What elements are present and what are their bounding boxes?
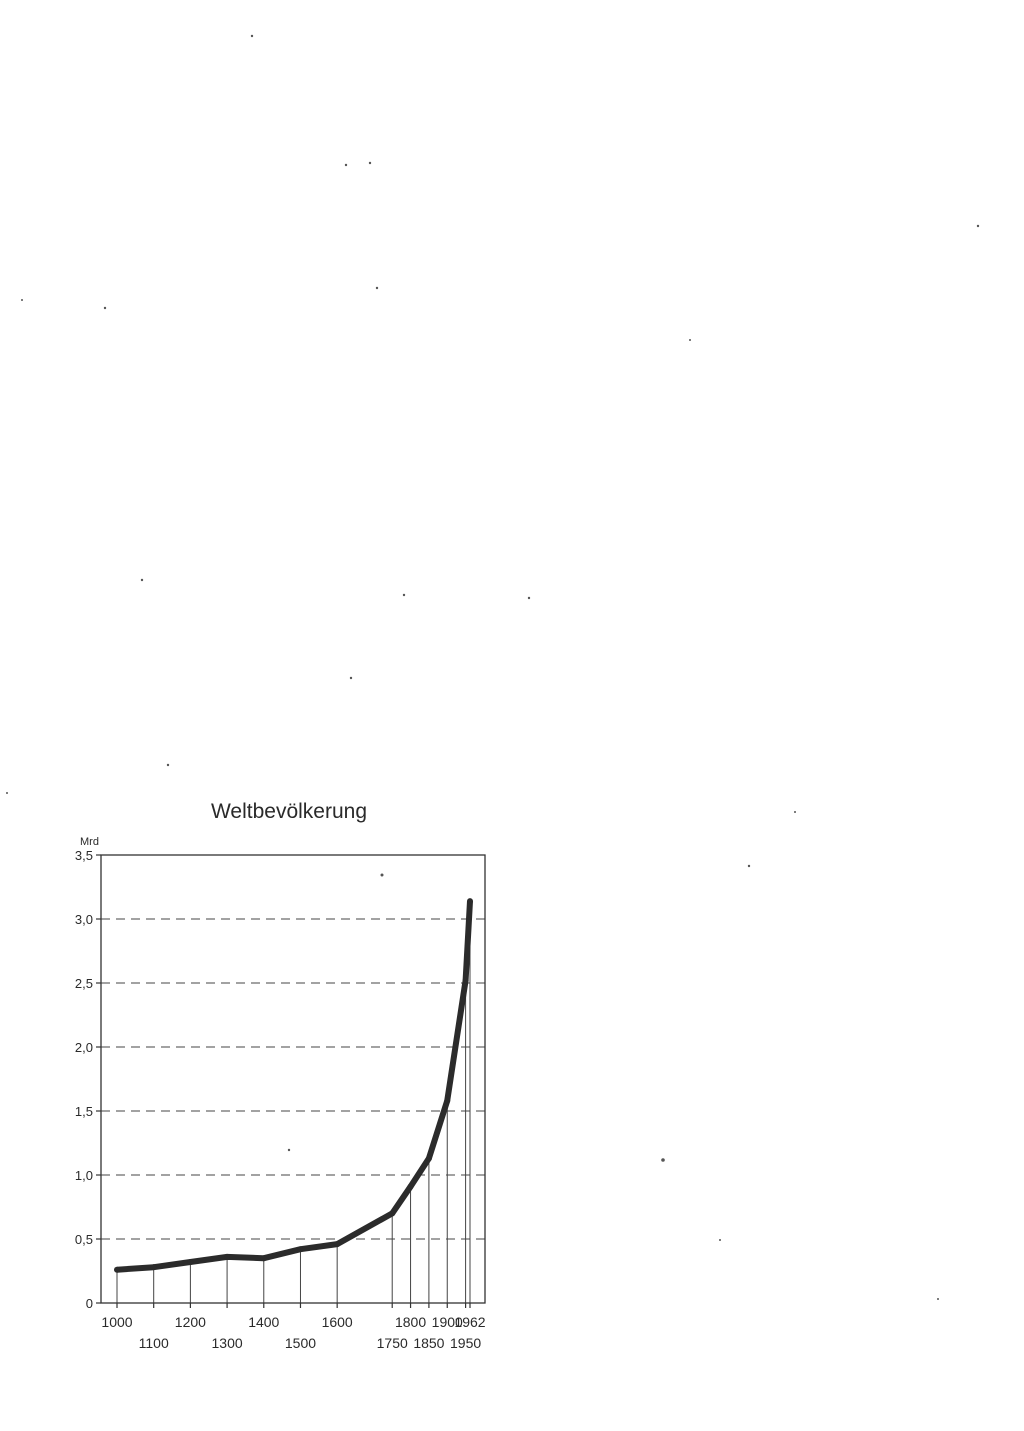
y-tick-label: 0,5 — [74, 1232, 93, 1247]
paper-speck — [528, 597, 530, 599]
plot-frame — [101, 855, 485, 1303]
paper-speck — [689, 339, 691, 341]
x-tick-label: 1800 — [394, 1314, 427, 1330]
paper-speck — [21, 299, 23, 301]
data-point — [389, 1210, 395, 1216]
x-tick-label: 1962 — [454, 1314, 486, 1330]
x-axis — [101, 1303, 485, 1351]
data-point — [408, 1184, 414, 1190]
paper-speck — [403, 594, 405, 596]
paper-speck — [376, 287, 378, 289]
x-tick-label: 1500 — [284, 1335, 317, 1351]
paper-speck — [167, 764, 169, 766]
data-point — [261, 1255, 267, 1261]
paper-speck — [937, 1298, 939, 1300]
y-tick-label: 3,0 — [74, 912, 93, 927]
data-point — [297, 1246, 303, 1252]
x-tick-label: 1100 — [138, 1335, 169, 1351]
paper-speck — [350, 677, 352, 679]
paper-speck — [369, 162, 371, 164]
data-point — [224, 1254, 230, 1260]
paper-specks — [6, 35, 979, 1300]
x-tick-label: 1750 — [376, 1335, 408, 1351]
data-point — [334, 1241, 340, 1247]
x-tick-label: 1600 — [321, 1314, 353, 1330]
y-axis-unit-label: Mrd — [80, 836, 99, 848]
series-layer — [114, 898, 473, 1273]
paper-speck — [251, 35, 253, 37]
data-point — [444, 1098, 450, 1104]
x-tick-label: 1300 — [211, 1335, 243, 1351]
data-point — [114, 1267, 120, 1273]
x-tick-label: 1000 — [101, 1314, 133, 1330]
paper-speck — [104, 307, 106, 309]
chart-title: Weltbevölkerung — [210, 800, 368, 823]
y-tick-label: 1,0 — [74, 1168, 93, 1183]
paper-speck — [794, 811, 796, 813]
grid-lines — [101, 919, 485, 1239]
x-tick-label: 1950 — [450, 1335, 482, 1351]
y-tick-label: 2,5 — [74, 976, 93, 991]
y-tick-label: 0 — [85, 1296, 93, 1311]
data-point — [426, 1155, 432, 1161]
y-tick-label: 3,5 — [74, 848, 93, 863]
y-axis — [75, 848, 101, 1311]
series-line — [117, 901, 470, 1270]
paper-speck — [977, 225, 979, 227]
paper-speck — [719, 1239, 721, 1241]
drop-lines — [117, 901, 470, 1303]
y-tick-label: 1,5 — [74, 1104, 93, 1119]
x-tick-label: 1200 — [174, 1314, 206, 1330]
paper-speck — [748, 865, 750, 867]
data-point — [151, 1264, 157, 1270]
paper-speck — [6, 792, 8, 794]
data-point — [467, 898, 473, 904]
data-point — [187, 1259, 193, 1265]
paper-speck — [345, 164, 347, 166]
x-tick-label: 1900 — [431, 1314, 463, 1330]
x-tick-label: 1400 — [248, 1314, 280, 1330]
paper-speck — [661, 1158, 665, 1162]
data-point — [463, 977, 469, 983]
y-tick-label: 2,0 — [74, 1040, 93, 1055]
paper-speck — [381, 874, 384, 877]
paper-speck — [288, 1149, 290, 1151]
x-tick-label: 1850 — [413, 1335, 445, 1351]
paper-speck — [141, 579, 143, 581]
